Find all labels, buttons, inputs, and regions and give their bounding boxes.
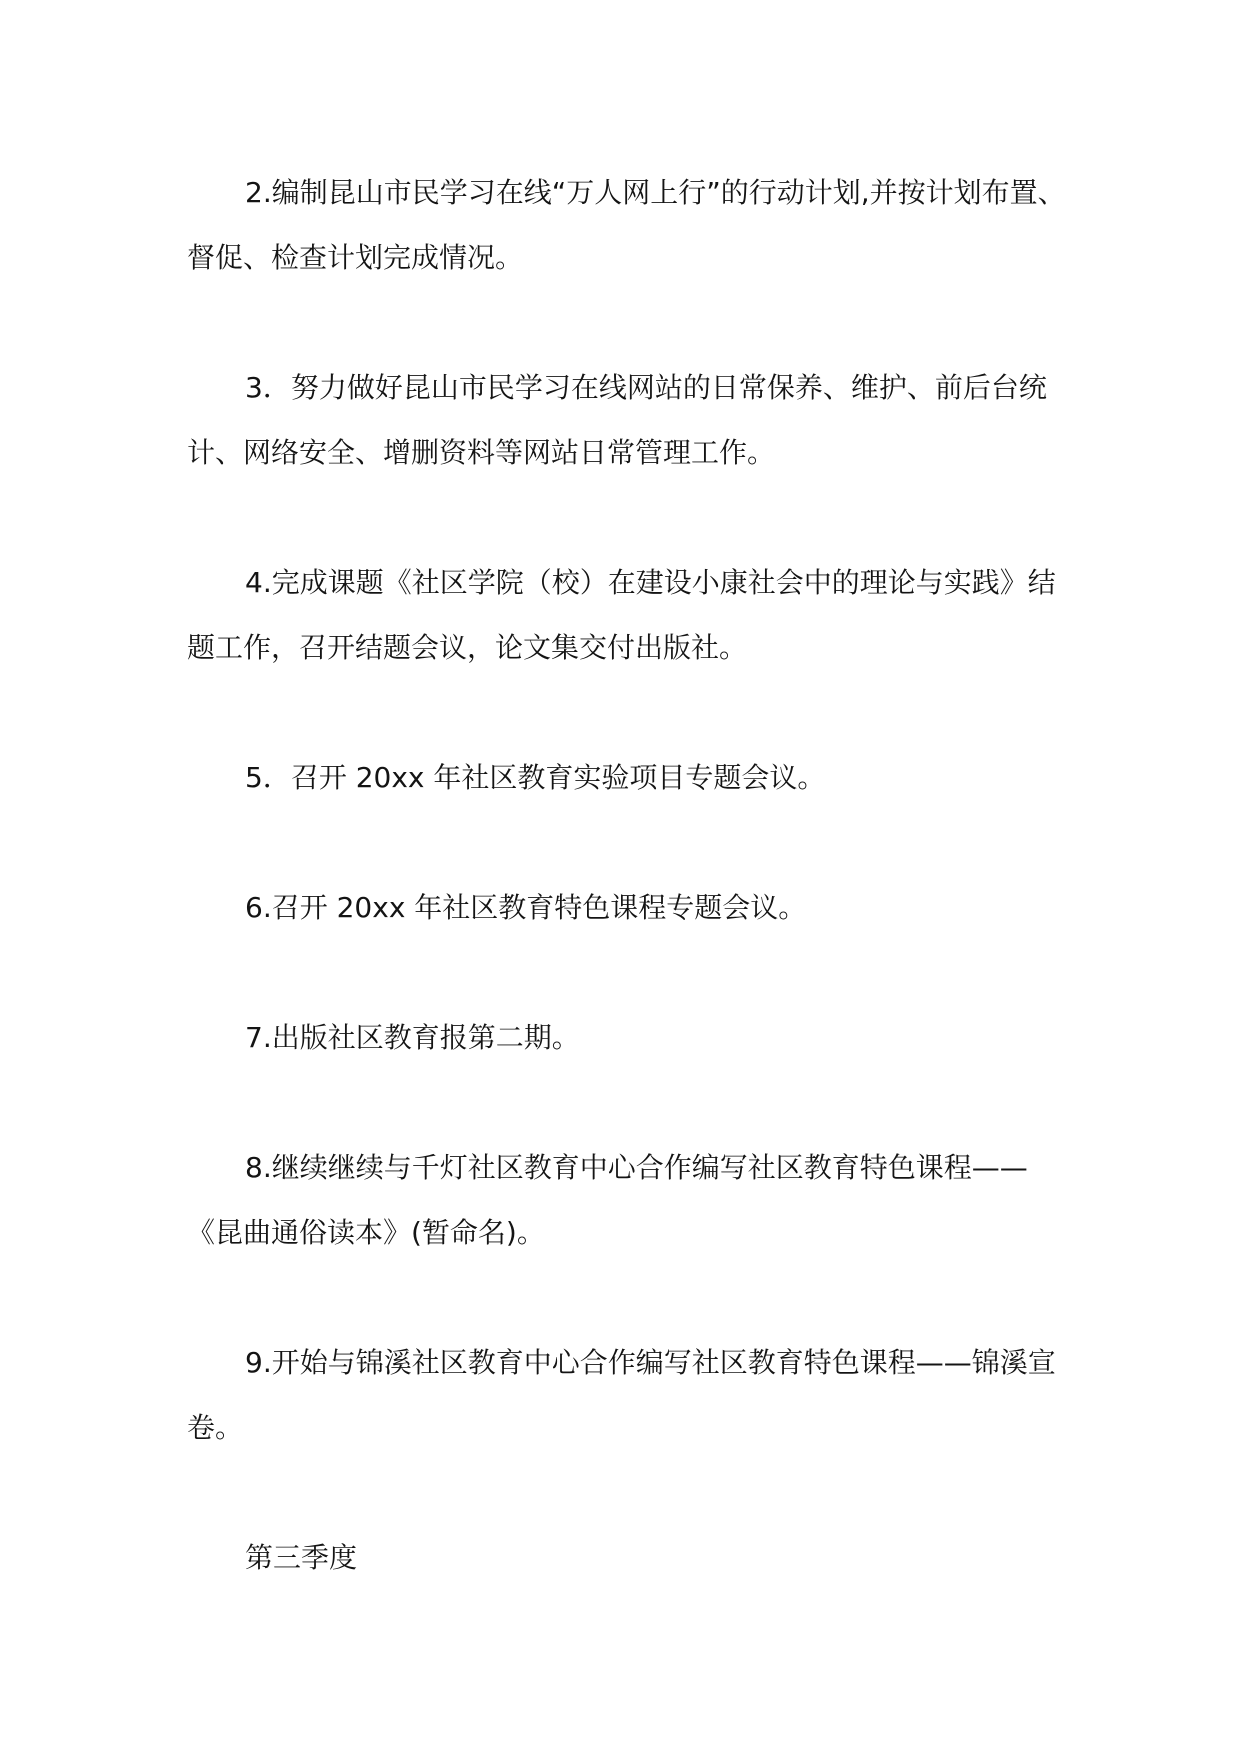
paragraph-spacer	[187, 1265, 1072, 1330]
paragraph-item-5: 5．召开 20xx 年社区教育实验项目专题会议。	[245, 761, 826, 794]
paragraph-item-4: 4.完成课题《社区学院（校）在建设小康社会中的理论与实践》结题工作，召开结题会议，论文集交付出版社。	[187, 566, 1056, 664]
paragraph-spacer	[187, 810, 1072, 875]
paragraph-item-7: 7.出版社区教育报第二期。	[245, 1021, 580, 1054]
paragraph-spacer	[187, 680, 1072, 745]
paragraph-item-8: 8.继续继续与千灯社区教育中心合作编写社区教育特色课程——《昆曲通俗读本》(暂命名)。	[187, 1151, 1028, 1249]
document-body	[187, 160, 1072, 1590]
paragraph-item-2: 2.编制昆山市民学习在线“万人网上行”的行动计划,并按计划布置、督促、检查计划完成情况。	[187, 176, 1066, 274]
paragraph-spacer	[187, 290, 1072, 355]
paragraph-spacer	[187, 485, 1072, 550]
paragraph-item-9: 9.开始与锦溪社区教育中心合作编写社区教育特色课程——锦溪宣卷。	[187, 1346, 1056, 1444]
paragraph-spacer	[187, 1460, 1072, 1525]
paragraph-item-3: 3．努力做好昆山市民学习在线网站的日常保养、维护、前后台统计、网络安全、增删资料等网站日常管理工作。	[187, 371, 1047, 469]
section-heading-third-quarter: 第三季度	[245, 1541, 358, 1574]
paragraph-spacer	[187, 1070, 1072, 1135]
paragraph-item-6: 6.召开 20xx 年社区教育特色课程专题会议。	[245, 891, 807, 924]
paragraph-spacer	[187, 940, 1072, 1005]
